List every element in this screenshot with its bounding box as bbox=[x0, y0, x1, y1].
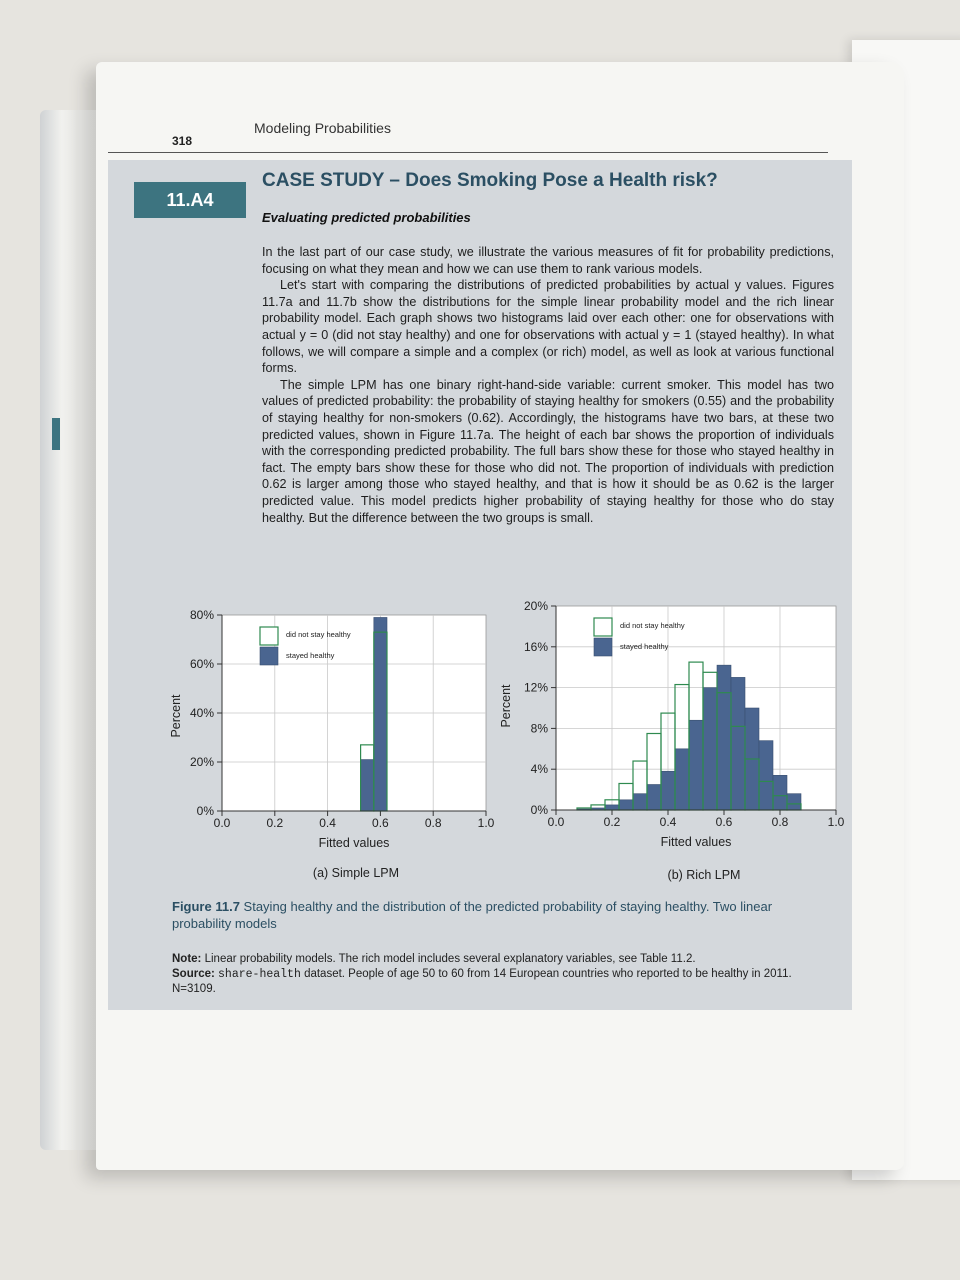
bar-stayed-healthy bbox=[675, 749, 689, 810]
x-tick-label: 0.8 bbox=[771, 815, 789, 829]
figure-caption bbox=[172, 898, 832, 932]
y-tick-label: 20% bbox=[523, 599, 548, 613]
y-tick-label: 4% bbox=[530, 762, 548, 777]
page-number: 318 bbox=[172, 134, 193, 148]
source-label: Source: bbox=[172, 968, 215, 980]
y-tick-label: 40% bbox=[189, 706, 214, 720]
y-axis-label: Percent bbox=[499, 684, 513, 728]
y-tick-label: 60% bbox=[189, 657, 214, 671]
bar-stayed-healthy bbox=[633, 794, 647, 810]
paragraph-1: In the last part of our case study, we illustrate the various measures of fit for probability predictions, focusing on what they mean and how we can use them to rank various models. bbox=[262, 245, 834, 276]
chart-subtitle: (a) Simple LPM bbox=[312, 866, 400, 880]
bar-stayed-healthy bbox=[619, 800, 633, 810]
running-title: Modeling Probabilities bbox=[254, 120, 391, 136]
bar-stayed-healthy bbox=[731, 677, 745, 810]
x-tick-label: 0.2 bbox=[603, 815, 621, 829]
legend-label-stayed-healthy: stayed healthy bbox=[286, 651, 335, 660]
legend-swatch-filled bbox=[260, 647, 278, 665]
legend-swatch-empty bbox=[594, 618, 612, 636]
bar-stayed-healthy bbox=[374, 617, 387, 811]
bar-stayed-healthy bbox=[661, 771, 675, 810]
y-tick-label: 12% bbox=[523, 680, 548, 695]
bar-stayed-healthy bbox=[689, 720, 703, 810]
x-axis-label: Fitted values bbox=[318, 836, 390, 850]
x-axis-label: Fitted values bbox=[660, 835, 732, 849]
bar-stayed-healthy bbox=[759, 741, 773, 810]
paragraph-2: Let's start with comparing the distributions of predicted probabilities by actual y values. Figures 11.7a and 11.7b show the distributions for the simple linear probability model and the rich linear probability model. Each graph shows two histograms laid over each other: one for observations with actual y = 0 (did not stay healthy) and one for observations with actual y = 1 (stayed healthy). In what follows, we will compare a simple and a complex (or rich) model, as well as look at various functional forms. bbox=[262, 278, 834, 376]
legend-label-did-not-stay-healthy: did not stay healthy bbox=[620, 621, 685, 630]
legend-label-stayed-healthy: stayed healthy bbox=[620, 642, 669, 651]
y-tick-label: 16% bbox=[523, 639, 548, 654]
case-study-subtitle: Evaluating predicted probabilities bbox=[262, 210, 471, 225]
x-tick-label: 1.0 bbox=[827, 815, 845, 829]
bar-stayed-healthy bbox=[717, 665, 731, 810]
chart-simple-lpm bbox=[169, 608, 495, 880]
x-tick-label: 0.6 bbox=[715, 815, 733, 829]
legend-label-did-not-stay-healthy: did not stay healthy bbox=[286, 630, 351, 639]
bar-stayed-healthy bbox=[361, 760, 374, 811]
bar-stayed-healthy bbox=[605, 805, 619, 810]
x-tick-label: 0.4 bbox=[659, 815, 677, 829]
x-tick-label: 0.0 bbox=[213, 816, 231, 830]
note-text: Linear probability models. The rich model includes several explanatory variables, see Table 11.2. bbox=[204, 953, 696, 965]
y-tick-label: 0% bbox=[530, 803, 548, 817]
bar-stayed-healthy bbox=[703, 688, 717, 810]
legend-swatch-filled bbox=[594, 638, 612, 656]
y-tick-label: 80% bbox=[189, 608, 214, 622]
x-tick-label: 0.4 bbox=[319, 816, 336, 830]
note-label: Note: bbox=[172, 953, 202, 965]
chart-rich-lpm bbox=[499, 599, 845, 882]
figure-label: Figure 11.7 bbox=[172, 899, 240, 914]
x-tick-label: 0.0 bbox=[547, 815, 565, 829]
case-study-title: CASE STUDY – Does Smoking Pose a Health risk? bbox=[262, 170, 718, 191]
section-badge: 11.A4 bbox=[134, 182, 246, 218]
x-tick-label: 1.0 bbox=[477, 816, 495, 830]
y-tick-label: 20% bbox=[189, 755, 214, 769]
bar-stayed-healthy bbox=[773, 775, 787, 810]
x-tick-label: 0.2 bbox=[266, 816, 284, 830]
figure-note bbox=[172, 952, 832, 997]
x-tick-label: 0.6 bbox=[372, 816, 389, 830]
chart-subtitle: (b) Rich LPM bbox=[667, 868, 741, 882]
legend-swatch-empty bbox=[260, 627, 278, 645]
source-text: dataset. People of age 50 to 60 from 14 European countries who reported to be healthy in 2011. N=3109. bbox=[172, 968, 792, 995]
y-tick-label: 8% bbox=[530, 721, 548, 736]
figure-caption-text: Staying healthy and the distribution of the predicted probability of staying healthy. Two linear probability models bbox=[172, 899, 773, 931]
source-dataset: share-health bbox=[218, 968, 301, 981]
paragraph-3: The simple LPM has one binary right-hand-side variable: current smoker. This model has two values of predicted probability: the probability of staying healthy for smokers (0.55) and the probability of staying healthy for non-smokers (0.62). Accordingly, the histograms have two bars, at these two predicted values, shown in Figure 11.7a. The height of each bar shows the proportion of individuals with the corresponding predicted probability. The full bars show these for those who stayed healthy in fact. The empty bars show these for those who did not. The proportion of individuals with prediction 0.62 is larger among those who stayed healthy, and that is how it should be as 0.62 is the larger predicted value. This model predicts higher probability of staying healthy for those who do stay healthy. But the difference between the two groups is small. bbox=[262, 377, 834, 525]
x-tick-label: 0.8 bbox=[424, 816, 442, 830]
y-axis-label: Percent bbox=[169, 694, 183, 738]
bar-stayed-healthy bbox=[787, 794, 801, 810]
y-tick-label: 0% bbox=[196, 804, 214, 818]
bar-stayed-healthy bbox=[647, 785, 661, 811]
